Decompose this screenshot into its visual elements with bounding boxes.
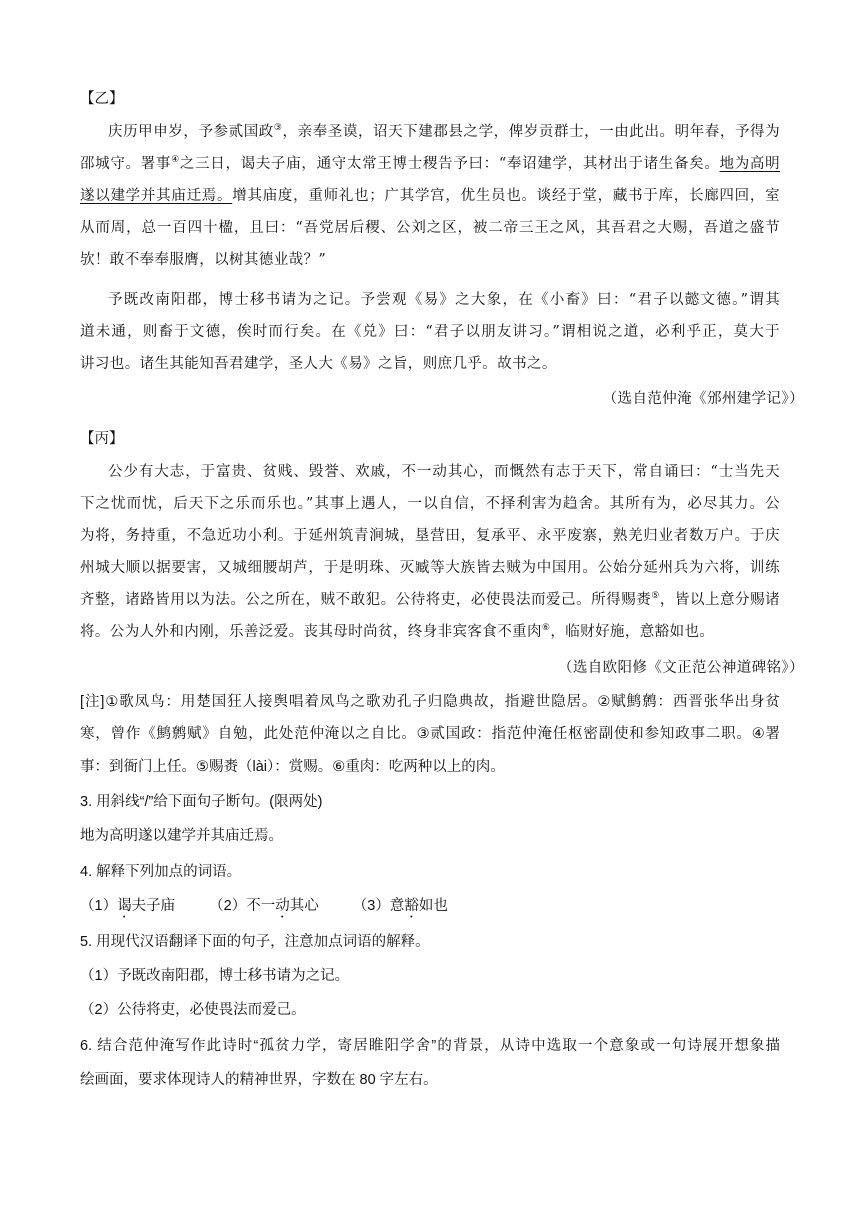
question-6-line-2: 绘画面，要求体现诗人的精神世界，字数在 80 字左右。 <box>80 1072 438 1088</box>
notes-line-2: 寒，曾作《鹪鹩赋》自勉，此处范仲淹以之自比。③贰国政：指范仲淹任枢密副使和参知政事二职。④署 <box>80 726 780 742</box>
question-6-line-1: 6. 结合范仲淹写作此诗时“孤贫力学，寄居睢阳学舍”的背景，从诗中选取一个意象或一句诗展开想象描 <box>80 1038 780 1054</box>
notes-line-3: 事：到衙门上任。⑤赐赉（lài）：赏赐。⑥重肉：吃两种以上的肉。 <box>80 759 505 775</box>
question-3-sentence: 地为高明遂以建学并其庙迁焉。 <box>80 828 283 844</box>
underlined-sentence-part1: 地为高明 <box>719 156 781 172</box>
yi-line-1: 庆历甲申岁，予参贰国政③，亲奉圣谟，诏天下建郡县之学，俾岁贡群士，一由此出。明年春，予得为 <box>108 123 781 140</box>
question-5-sentence-1: （1）予既改南阳郡，博士移书请为之记。 <box>80 968 350 984</box>
yi-line-4: 从而周，总一百四十楹，且曰：“吾党居后稷、公刘之区，被二帝三王之风，其吾君之大赐，吾道之盛节 <box>80 220 780 236</box>
q4-item-1: （1）谒夫子庙 <box>80 896 175 921</box>
section-marker-bing: 【丙】 <box>80 431 124 447</box>
question-3-title: 3. 用斜线“/”给下面句子断句。(限两处) <box>80 794 323 810</box>
yi-line-6: 予既改南阳郡，博士移书请为之记。予尝观《易》之大象，在《小畜》曰：“君子以懿文德。”谓其 <box>108 292 780 308</box>
dotted-word-dong: 动 <box>275 898 290 914</box>
bing-line-6: 将。公为人外和内刚，乐善泛爱。丧其母时尚贫，终身非宾客食不重肉⑥，临财好施，意豁如也。 <box>80 623 715 640</box>
q4-item-2: （2）不一动其心 <box>209 896 319 921</box>
bing-line-4: 州城大顺以据要害，又城细腰胡芦，于是明珠、灭臧等大族皆去贼为中国用。公始分延州兵为六将，训练 <box>80 560 780 576</box>
yi-line-2: 邵城守。署事④之三日，谒夫子庙，通守太常王博士稷告予曰：“奉诏建学，其材出于诸生备矣。地为高明 <box>80 155 781 172</box>
question-5-title: 5. 用现代汉语翻译下面的句子，注意加点词语的解释。 <box>80 934 430 950</box>
question-5-sentence-2: （2）公待将吏，必使畏法而爱己。 <box>80 1002 306 1018</box>
bing-line-5: 齐整，诸路皆用以为法。公之所在，贼不敢犯。公待将吏，必使畏法而爱己。所得赐赉⑤，皆以上意分赐诸 <box>80 591 781 608</box>
bing-line-3: 为将，务持重，不急近功小利。于延州筑青涧城，垦营田，复承平、永平废寨，熟羌归业者数万户。于庆 <box>80 528 780 544</box>
footnote-ref-5: ⑤ <box>651 591 660 602</box>
dotted-word-huo: 豁 <box>404 898 419 914</box>
yi-line-7: 道未通，则畜于文德，俟时而行矣。在《兑》曰：“君子以朋友讲习。”谓相说之道，必利乎正，莫大于 <box>80 324 780 340</box>
q4-item-3: （3）意豁如也 <box>353 896 448 921</box>
yi-line-5: 欤！敢不奉奉服膺，以树其德业哉？” <box>80 252 327 268</box>
footnote-ref-6: ⑥ <box>541 623 551 634</box>
yi-line-3: 遂以建学并其庙迁焉。增其庙度，重师礼也；广其学宫，优生员也。谈经于堂，藏书于库，长廊四回，室 <box>80 188 780 204</box>
bing-source: （选自欧阳修《文正范公神道碑铭》） <box>557 660 804 676</box>
question-4-items <box>80 896 780 921</box>
bing-line-2: 下之忧而忧，后天下之乐而乐也。”其事上遇人，一以自信，不择利害为趋舍。其所有为，必尽其力。公 <box>80 496 780 512</box>
bing-line-1: 公少有大志，于富贵、贫贱、毁誉、欢戚，不一动其心，而慨然有志于天下，常自诵曰：“士当先天 <box>108 464 780 480</box>
yi-source: （选自范仲淹《邠州建学记》） <box>602 391 804 407</box>
footnote-ref-3: ③ <box>273 123 283 134</box>
footnote-ref-4: ④ <box>171 155 180 166</box>
underlined-sentence-part2: 遂以建学并其庙迁焉。 <box>80 188 233 204</box>
notes-line-1: [注]①歌凤鸟：用楚国狂人接舆唱着凤鸟之歌劝孔子归隐典故，指避世隐居。②赋鹪鹩：西晋张华出身贫 <box>80 694 780 710</box>
dotted-word-ye: 谒 <box>117 898 132 914</box>
question-4-title: 4. 解释下列加点的词语。 <box>80 864 242 880</box>
yi-line-8: 讲习也。诸生其能知吾君建学，圣人大《易》之旨，则庶几乎。故书之。 <box>80 356 557 372</box>
section-marker-yi: 【乙】 <box>80 91 124 107</box>
